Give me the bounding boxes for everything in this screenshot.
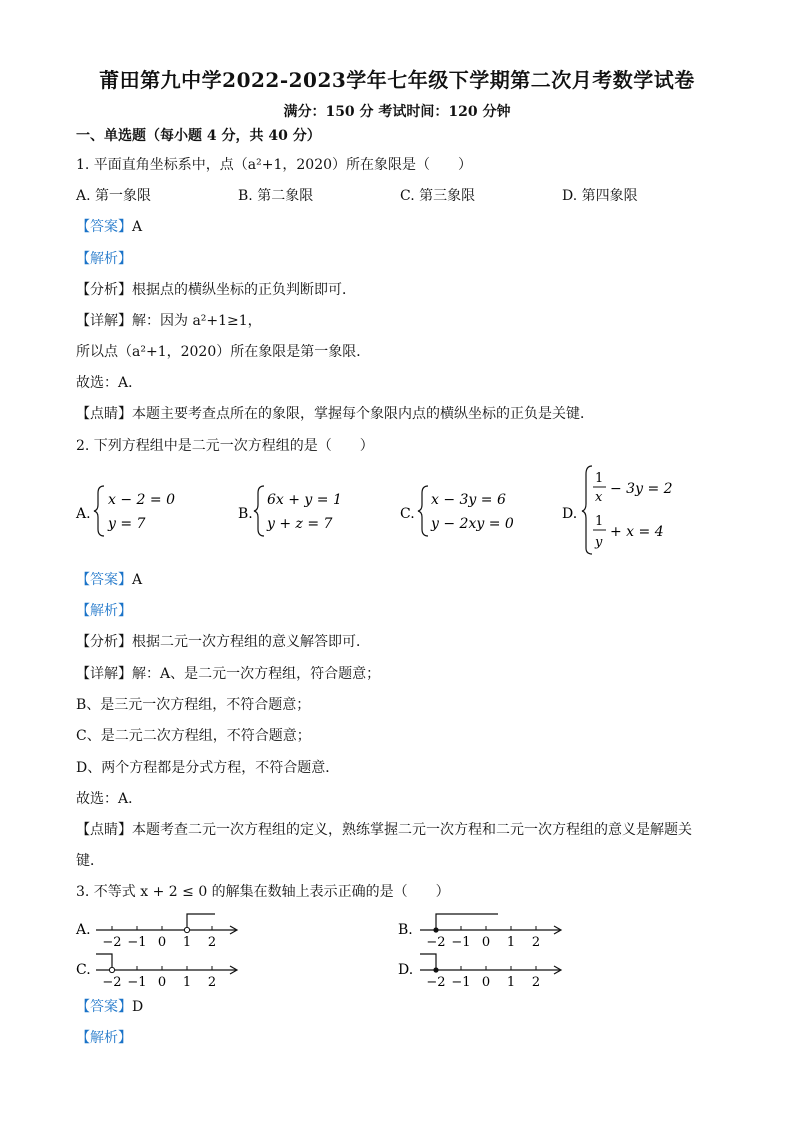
fenxi-text: 根据二元一次方程组的意义解答即可．	[132, 634, 370, 650]
answer-value: A	[132, 219, 143, 235]
q1-option-d: D. 第四象限	[562, 188, 638, 204]
q3-option-b-letter: B.	[398, 922, 413, 938]
q2-d-num2: 1	[595, 514, 604, 529]
q1-analysis-tag: 【解析】	[76, 251, 132, 267]
dianjing-text: 本题主要考查点所在的象限，掌握每个象限内点的横纵坐标的正负是关键．	[132, 406, 594, 422]
fenxi-text: 根据点的横纵坐标的正负判断即可．	[132, 282, 356, 298]
page-subtitle: 满分：150 分 考试时间：120 分钟	[283, 104, 511, 120]
brace-icon	[418, 486, 428, 536]
q3-b-tick-label: −2	[426, 935, 446, 950]
dianjing-tag: 【点睛】	[76, 822, 132, 838]
q3-number-lines	[0, 900, 794, 995]
q2-analysis-tag: 【解析】	[76, 603, 132, 619]
answer-tag: 【答案】	[76, 572, 132, 588]
q3-b-region	[436, 914, 498, 930]
q2-option-d-letter: D.	[562, 506, 578, 522]
fenxi-tag: 【分析】	[76, 282, 132, 298]
q3-stem: 3. 不等式 x + 2 ≤ 0 的解集在数轴上表示正确的是（ ）	[76, 884, 450, 900]
brace-icon	[254, 486, 264, 536]
q2-line-d: D、两个方程都是分式方程，不符合题意．	[76, 760, 340, 776]
q2-answer	[76, 571, 142, 589]
q2-line-b: B、是三元一次方程组，不符合题意；	[76, 697, 311, 713]
q2-b-eq2: y + z = 7	[267, 516, 333, 532]
q2-a-eq2: y = 7	[108, 516, 146, 532]
q3-b-tick-label: 0	[481, 935, 491, 950]
q3-d-tick-label: −2	[426, 975, 446, 990]
q1-stem: 1. 平面直角坐标系中，点（a²+1，2020）所在象限是（ ）	[76, 157, 473, 173]
q3-c-open-dot	[109, 967, 114, 972]
q2-d-eq1-rest: − 3y = 2	[610, 481, 673, 497]
q3-d-closed-dot	[433, 967, 438, 972]
q1-option-b: B. 第二象限	[238, 188, 314, 204]
q2-line-c: C、是二元二次方程组，不符合题意；	[76, 728, 311, 744]
section-heading: 一、单选题（每小题 4 分，共 40 分）	[76, 128, 321, 144]
xiangjie-tag: 【详解】	[76, 666, 132, 682]
q2-d-num1: 1	[595, 471, 604, 486]
q3-d-tick-label: 2	[531, 975, 541, 990]
dianjing-tag: 【点睛】	[76, 406, 132, 422]
q2-b-eq1: 6x + y = 1	[267, 492, 342, 508]
q1-guxuan: 故选：A．	[76, 375, 143, 391]
q3-answer	[76, 998, 143, 1016]
q3-b-tick-label: −1	[451, 935, 471, 950]
answer-value: A	[132, 572, 143, 588]
q1-option-c: C. 第三象限	[400, 188, 476, 204]
q2-option-a-letter: A.	[76, 506, 91, 522]
q3-option-c-letter: C.	[76, 962, 91, 978]
answer-value: D	[132, 999, 144, 1015]
q2-d-eq2-rest: + x = 4	[610, 524, 664, 540]
q3-a-open-dot	[184, 927, 189, 932]
page-title: 莆田第九中学2022-2023学年七年级下学期第二次月考数学试卷	[99, 68, 695, 92]
q3-a-region	[187, 914, 215, 930]
q2-xiangjie	[76, 665, 380, 683]
q2-a-eq1: x − 2 = 0	[108, 492, 175, 508]
q3-c-tick-label: 1	[182, 975, 192, 990]
q2-d-den1: x	[595, 490, 603, 505]
q3-c-region	[96, 954, 112, 970]
brace-icon	[94, 486, 104, 536]
q3-d-region	[420, 954, 436, 970]
q3-analysis-tag: 【解析】	[76, 1030, 132, 1046]
q2-fenxi	[76, 633, 370, 651]
q2-option-c-letter: C.	[400, 506, 415, 522]
q2-dianjing-cont: 键．	[76, 853, 104, 869]
q3-a-tick-label: 0	[157, 935, 167, 950]
q2-c-eq2: y − 2xy = 0	[431, 516, 514, 532]
q3-d-tick-label: 0	[481, 975, 491, 990]
q3-a-tick-label: −1	[127, 935, 147, 950]
q1-xiangjie	[76, 312, 262, 330]
q3-a-tick-label: −2	[102, 935, 122, 950]
fenxi-tag: 【分析】	[76, 634, 132, 650]
xiangjie-text: 解：A、是二元一次方程组，符合题意；	[132, 666, 381, 682]
q2-options-svg	[0, 460, 794, 560]
q2-option-b-letter: B.	[238, 506, 253, 522]
q3-a-tick-label: 2	[207, 935, 217, 950]
q2-dianjing	[76, 821, 692, 839]
q3-d-tick-label: 1	[506, 975, 516, 990]
q1-line2: 所以点（a²+1，2020）所在象限是第一象限．	[76, 344, 371, 360]
dianjing-text: 本题考查二元一次方程组的定义，熟练掌握二元一次方程和二元一次方程组的意义是解题关	[132, 822, 692, 838]
brace-icon	[582, 466, 592, 554]
q3-c-tick-label: 0	[157, 975, 167, 990]
q3-c-tick-label: −1	[127, 975, 147, 990]
q3-c-tick-label: 2	[207, 975, 217, 990]
answer-tag: 【答案】	[76, 219, 132, 235]
q3-b-tick-label: 1	[506, 935, 516, 950]
q1-option-a: A. 第一象限	[76, 188, 152, 204]
q2-c-eq1: x − 3y = 6	[431, 492, 506, 508]
answer-tag: 【答案】	[76, 999, 132, 1015]
q1-answer	[76, 218, 142, 236]
q3-b-tick-label: 2	[531, 935, 541, 950]
q3-option-a-letter: A.	[76, 922, 91, 938]
q3-d-tick-label: −1	[451, 975, 471, 990]
q2-guxuan: 故选：A．	[76, 791, 143, 807]
xiangjie-text: 解：因为 a²+1≥1，	[132, 313, 262, 329]
q2-stem: 2. 下列方程组中是二元一次方程组的是（ ）	[76, 438, 374, 454]
q3-c-tick-label: −2	[102, 975, 122, 990]
q2-d-den2: y	[595, 535, 603, 550]
q1-dianjing	[76, 405, 594, 423]
q1-fenxi	[76, 281, 356, 299]
xiangjie-tag: 【详解】	[76, 313, 132, 329]
q3-a-tick-label: 1	[182, 935, 192, 950]
q3-b-closed-dot	[433, 927, 438, 932]
q3-option-d-letter: D.	[398, 962, 414, 978]
